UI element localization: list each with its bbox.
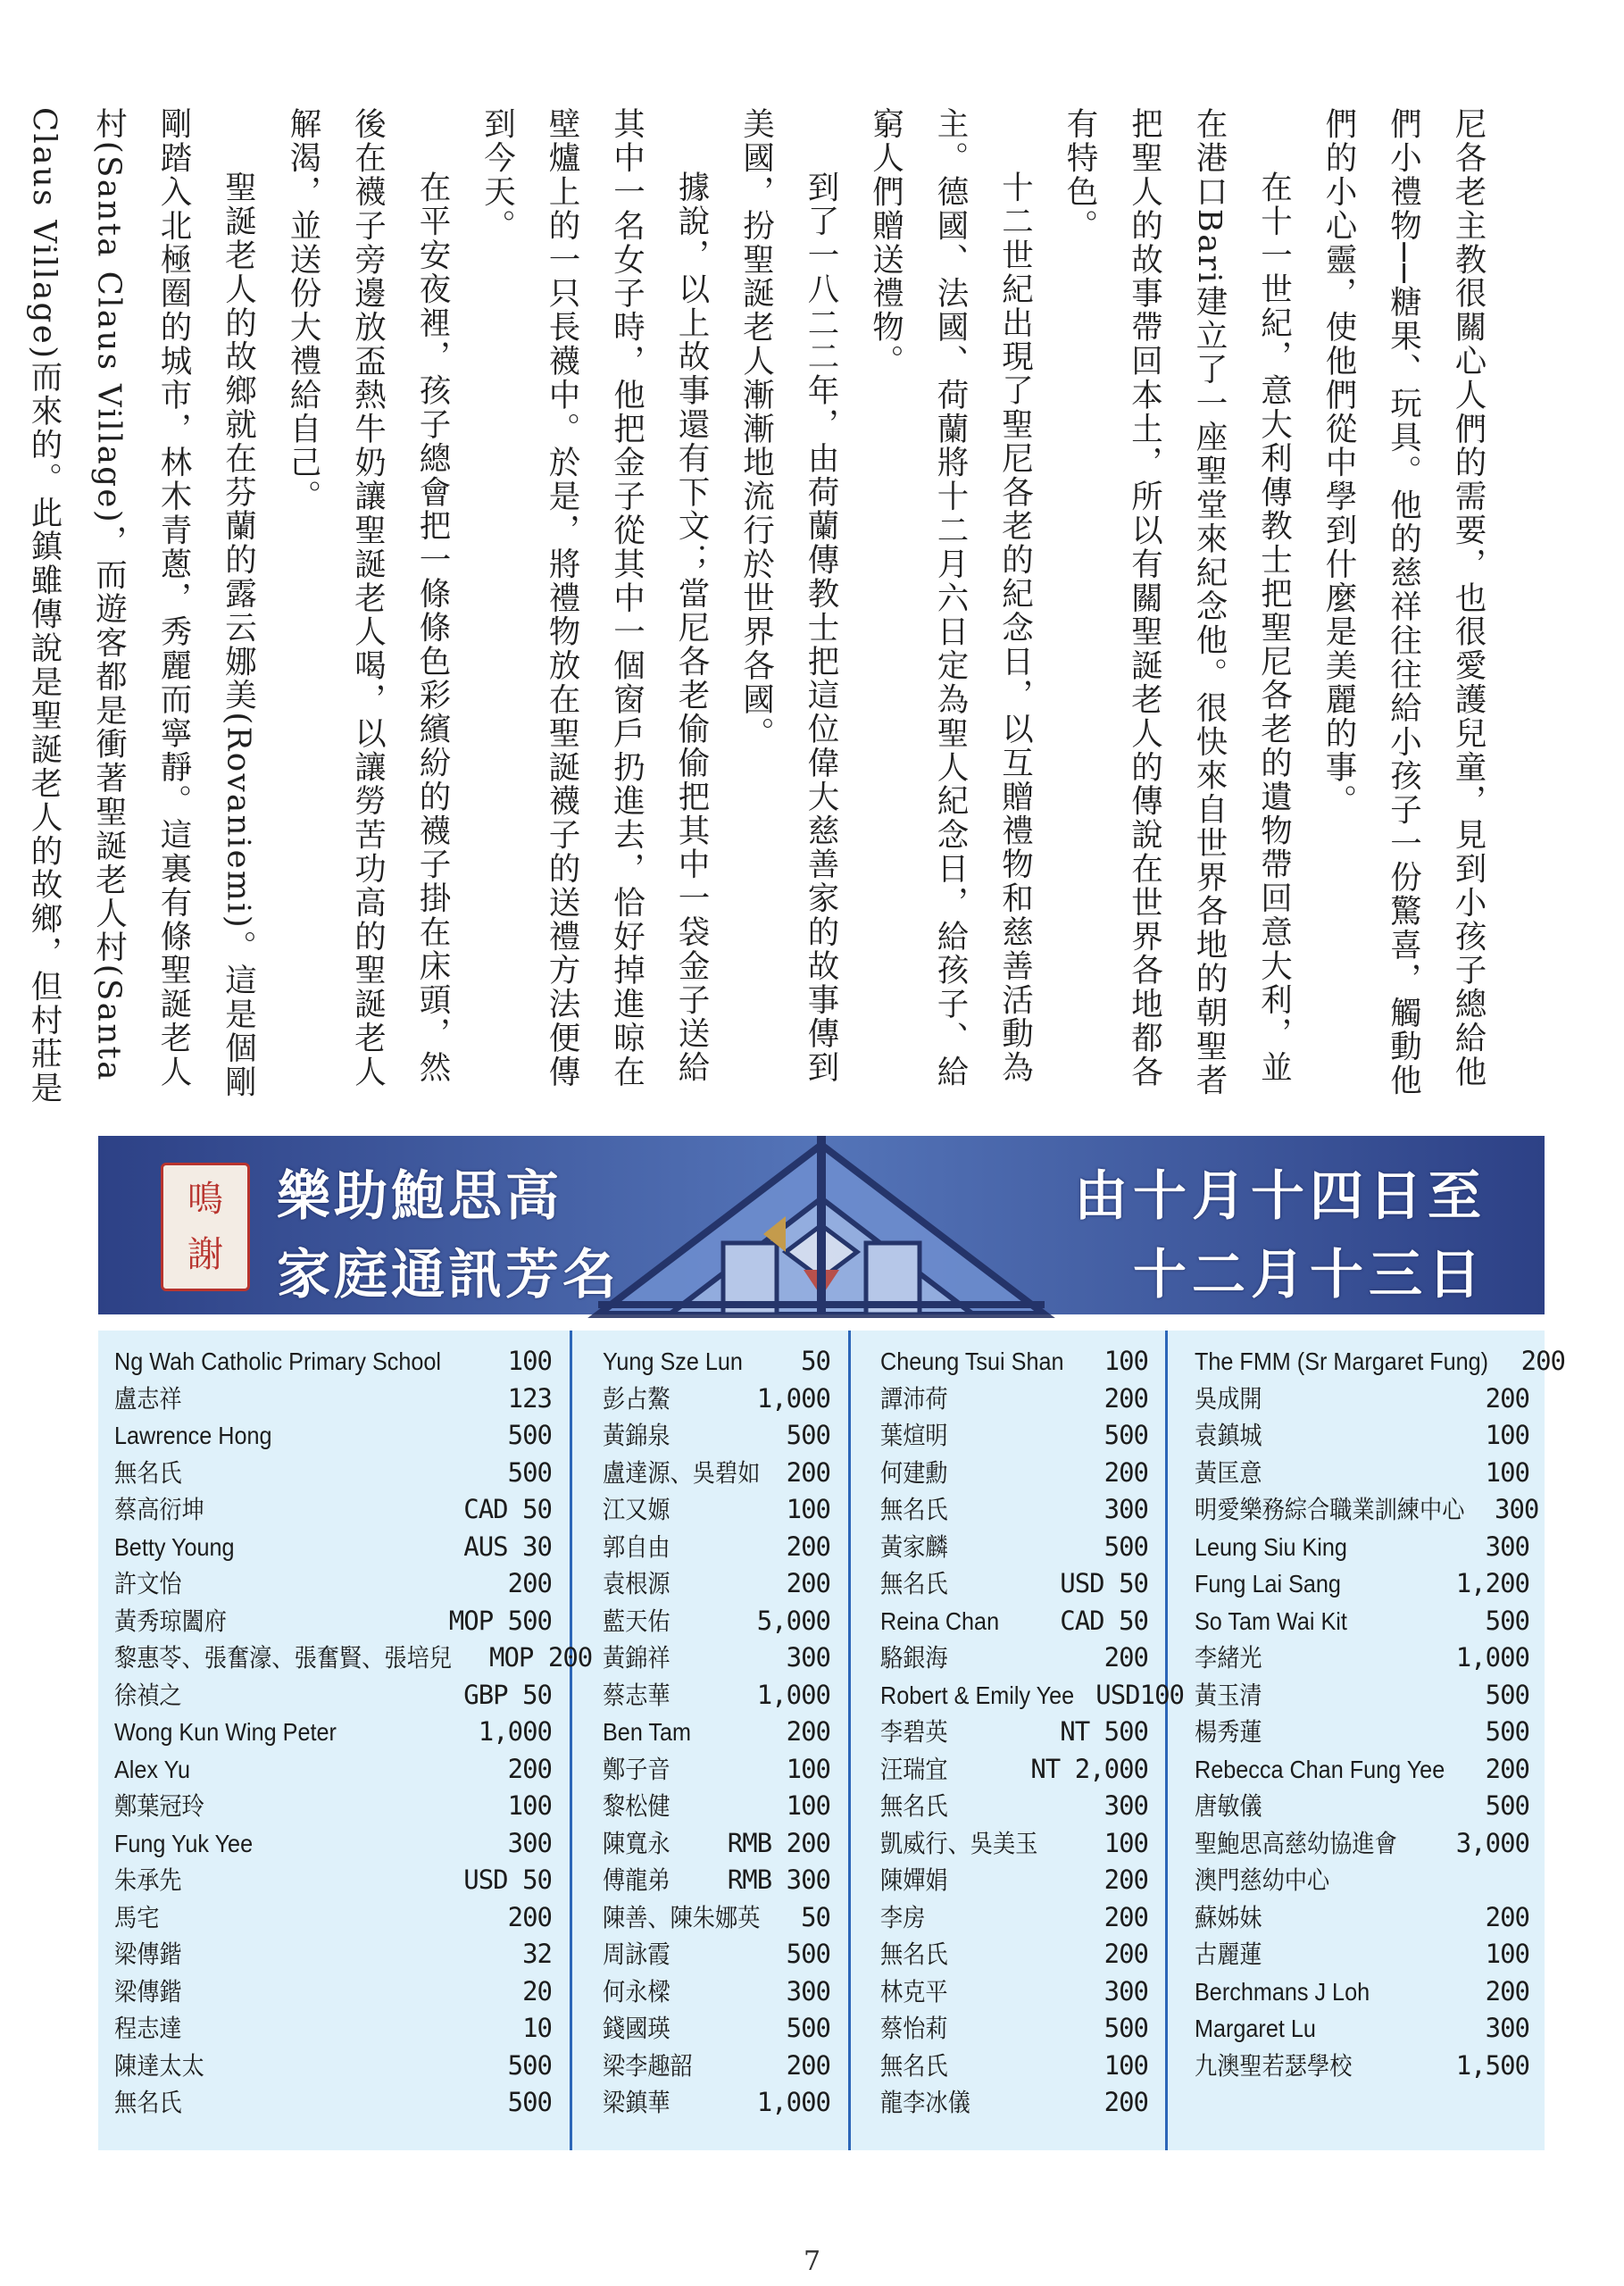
donor-row	[603, 1343, 830, 1381]
donor-row	[114, 1491, 552, 1529]
donor-name: 葉煊明	[880, 1422, 948, 1449]
donor-row	[1195, 1862, 1529, 1899]
donation-amount: 1,000	[756, 1679, 830, 1710]
donor-row	[880, 1565, 1148, 1603]
donation-amount: 123	[507, 1382, 552, 1414]
donation-amount: 200	[1103, 1901, 1148, 1932]
donor-column-2	[603, 1343, 830, 2122]
donor-name: 明愛樂務綜合職業訓練中心	[1195, 1496, 1465, 1523]
donation-amount: 32	[522, 1939, 552, 1969]
donor-row	[1195, 1899, 1529, 1937]
donor-name: Cheung Tsui Shan	[880, 1347, 1064, 1375]
donor-row	[114, 1417, 552, 1455]
donor-name: 傅龍弟	[603, 1866, 670, 1894]
donor-row	[603, 1529, 830, 1566]
donor-name: 黃錦泉	[603, 1422, 670, 1449]
donation-amount: 100	[1103, 1346, 1148, 1376]
donor-column-1	[114, 1343, 593, 2122]
donor-name: Margaret Lu	[1195, 2015, 1316, 2042]
donor-name: 九澳聖若瑟學校	[1195, 2051, 1353, 2080]
donor-name: Berchmans J Loh	[1195, 1977, 1370, 2006]
donation-amount: 300	[1495, 1494, 1539, 1524]
donor-row	[880, 1788, 1148, 1825]
donor-row	[603, 1677, 830, 1714]
donor-row	[114, 2010, 552, 2048]
donation-amount: NT 2,000	[1030, 1753, 1148, 1784]
donor-name: Ben Tam	[603, 1718, 691, 1746]
donation-amount: CAD 50	[463, 1494, 552, 1524]
donor-name: 李碧英	[880, 1718, 948, 1746]
donor-name: 梁李趣韶	[603, 2051, 693, 2080]
donation-amount: 200	[786, 1568, 830, 1598]
donor-row	[880, 1973, 1148, 2011]
donor-row	[114, 1862, 552, 1899]
donation-amount: 200	[1103, 1642, 1148, 1673]
donor-row	[114, 1381, 552, 1418]
donation-amount: 100	[1485, 1420, 1529, 1450]
donor-row	[114, 1603, 552, 1640]
article-paragraph: 在平安夜裡，孩子總會把一條條色彩繽紛的襪子掛在床頭，然後在襪子旁邊放盃熱牛奶讓聖誕老人喝，以讓勞苦功高的聖誕老人解渴，並送份大禮給自己。	[285, 107, 451, 1089]
donor-name: 盧志祥	[114, 1384, 182, 1413]
donation-amount: 300	[1485, 2013, 1529, 2043]
donor-name: 蔡怡莉	[880, 2015, 948, 2042]
donation-amount: 500	[1103, 1531, 1148, 1562]
donor-row	[114, 1788, 552, 1825]
donor-row	[603, 1936, 830, 1973]
donor-row	[603, 1565, 830, 1603]
donor-row	[114, 1973, 552, 2011]
donor-row	[880, 1639, 1148, 1677]
donor-name: 袁鎮城	[1195, 1422, 1262, 1449]
donor-name: 程志達	[114, 2015, 182, 2042]
donor-name: 無名氏	[880, 1570, 948, 1598]
donation-amount: 200	[786, 1716, 830, 1747]
donor-name: 黃玉清	[1195, 1681, 1262, 1709]
donor-name: 朱承先	[114, 1866, 182, 1894]
donor-column-4	[1195, 1343, 1566, 2084]
donation-amount: 1,200	[1455, 1568, 1529, 1598]
donor-row	[880, 1343, 1148, 1381]
donor-row	[114, 1714, 552, 1751]
donor-name: 陳嬋娟	[880, 1866, 948, 1894]
donor-row	[603, 1825, 830, 1863]
page-number: 7	[803, 2246, 821, 2277]
donor-name: Alex Yu	[114, 1755, 191, 1783]
donor-name: 古麗蓮	[1195, 1940, 1262, 1968]
donor-name: 黃錦祥	[603, 1644, 670, 1672]
donor-row	[1195, 1417, 1529, 1455]
donation-amount: RMB 200	[727, 1827, 830, 1858]
donor-name: 林克平	[880, 1977, 948, 2006]
donor-row	[880, 1491, 1148, 1529]
donation-amount: 500	[786, 2013, 830, 2043]
column-separator	[1165, 1331, 1168, 2150]
donor-name: Wong Kun Wing Peter	[114, 1718, 337, 1746]
donor-row	[1195, 1491, 1539, 1529]
donation-amount: 100	[507, 1790, 552, 1821]
donor-row	[1195, 1603, 1529, 1640]
seal-char-2: 謝	[187, 1234, 223, 1275]
banner-date-line1: 由十月十四日至	[1074, 1165, 1487, 1228]
donor-row	[1195, 1751, 1529, 1789]
donor-row	[880, 1899, 1148, 1937]
donation-amount: 500	[786, 1939, 830, 1969]
donation-amount: 200	[1485, 1901, 1529, 1932]
donor-name: 吳成開	[1195, 1384, 1262, 1413]
donation-amount: 200	[1103, 2087, 1148, 2117]
donor-name: Lawrence Hong	[114, 1422, 272, 1449]
donor-name: 黎惠苓、張奮濠、張奮賢、張培兒	[114, 1644, 453, 1672]
donor-name: 陳善、陳朱娜英	[603, 1903, 761, 1931]
donor-name: 楊秀蓮	[1195, 1718, 1262, 1746]
donor-row	[1195, 1529, 1529, 1566]
donor-name: 郭自由	[603, 1532, 670, 1561]
donation-amount: MOP 500	[448, 1605, 552, 1636]
donor-name: 藍天佑	[603, 1606, 670, 1635]
donor-row	[603, 1639, 830, 1677]
donor-name: 龍李冰儀	[880, 2089, 970, 2116]
donor-name: 錢國瑛	[603, 2015, 670, 2042]
donor-name: 彭占鰲	[603, 1384, 670, 1413]
donation-amount: 200	[786, 2049, 830, 2081]
donor-name: 凱威行、吳美玉	[880, 1829, 1038, 1857]
donor-name: 黃匡意	[1195, 1458, 1262, 1487]
donor-name: So Tam Wai Kit	[1195, 1606, 1347, 1635]
donor-row	[880, 2084, 1148, 2122]
donor-name: Yung Sze Lun	[603, 1347, 743, 1375]
donor-row	[603, 1714, 830, 1751]
donor-row	[603, 1862, 830, 1899]
donation-amount: 1,000	[478, 1716, 552, 1747]
donor-row	[114, 1751, 552, 1789]
donor-row	[603, 2084, 830, 2122]
donor-row	[1195, 2010, 1529, 2048]
donor-row	[880, 1529, 1148, 1566]
donor-row	[603, 2048, 830, 2085]
article-vertical-text	[26, 107, 1500, 1116]
donation-amount: 100	[786, 1494, 830, 1524]
donor-row	[114, 1343, 552, 1381]
donation-amount: 100	[1103, 1827, 1148, 1858]
donor-name: 汪瑞宜	[880, 1755, 948, 1783]
donation-amount: 200	[786, 1531, 830, 1562]
donor-name: 無名氏	[880, 1792, 948, 1820]
donation-amount: 200	[1103, 1456, 1148, 1488]
donor-row	[880, 1825, 1148, 1863]
article-paragraph: 尼各老主教很關心人們的需要，也很愛護兒童，見到小孩子總給他們小禮物──糖果、玩具。他的慈祥往往給小孩子一份驚喜，觸動他們的小心靈，使他們從中學到什麼是美麗的事。	[1320, 107, 1487, 1097]
donor-name: Betty Young	[114, 1532, 235, 1561]
donation-amount: 200	[1103, 1382, 1148, 1414]
donor-row	[114, 1825, 552, 1863]
donor-name: 黃秀琼闔府	[114, 1606, 228, 1635]
donor-name: Rebecca Chan Fung Yee	[1195, 1755, 1445, 1783]
donation-amount: 200	[1520, 1346, 1566, 1376]
donor-name: Fung Yuk Yee	[114, 1829, 254, 1857]
donation-amount: 300	[1485, 1531, 1529, 1562]
donor-name: 周詠霞	[603, 1940, 670, 1968]
banner-title-line1: 樂助鮑思高	[277, 1165, 562, 1228]
donor-name: 梁傳鍇	[114, 1940, 182, 1968]
banner-title-line2: 家庭通訊芳名	[277, 1244, 620, 1306]
article-paragraph: 到了一八二二年，由荷蘭傳教士把這位偉大慈善家的故事傳到美國，扮聖誕老人漸漸地流行於世界各國。	[737, 107, 839, 1085]
donor-row	[1195, 1343, 1566, 1381]
donation-amount: 10	[522, 2013, 552, 2043]
donation-amount: 3,000	[1455, 1827, 1529, 1858]
donor-name: 黃家麟	[880, 1532, 948, 1561]
donor-name: 無名氏	[114, 2089, 182, 2116]
donation-amount: 300	[507, 1827, 552, 1858]
donor-name: Fung Lai Sang	[1195, 1570, 1341, 1598]
donor-row	[603, 1788, 830, 1825]
donation-amount: MOP 200	[489, 1642, 593, 1673]
donation-amount: NT 500	[1060, 1716, 1148, 1747]
donor-name: Robert & Emily Yee	[880, 1681, 1075, 1709]
donor-name: 徐禎之	[114, 1681, 182, 1709]
article-paragraph: 聖誕老人的故鄉就在芬蘭的露云娜美(Rovaniemi)。這是個剛剛踏入北極圈的城市，林木青蔥，秀麗而寧靜。這裏有條聖誕老人村(Santa Claus Village)，而遊客都是衝著聖誕老人村(Santa Claus Village)而來的。此鎮雖傳說是聖誕老人的故鄉，但村莊是	[26, 107, 257, 1105]
donation-amount: 300	[1103, 1975, 1148, 2007]
donor-name: 無名氏	[880, 2051, 948, 2080]
donation-amount: 100	[786, 1753, 830, 1784]
donor-row	[603, 1417, 830, 1455]
donation-amount: 200	[1485, 1975, 1529, 2007]
donation-amount: 200	[1103, 1939, 1148, 1969]
donor-name: 梁鎮華	[603, 2089, 670, 2116]
donor-name: 澳門慈幼中心	[1195, 1866, 1330, 1894]
donation-amount: 500	[1485, 1790, 1529, 1821]
donation-amount: USD 50	[1060, 1568, 1148, 1598]
donation-amount: 200	[786, 1456, 830, 1488]
seal-stamp	[161, 1163, 250, 1291]
donor-name: 何永樑	[603, 1977, 670, 2006]
donor-row	[1195, 1973, 1529, 2011]
article-paragraph: 在十一世紀，意大利傳教士把聖尼各老的遺物帶回意大利，並在港口Bari建立了一座聖堂來紀念他。很快來自世界各地的朝聖者把聖人的故事帶回本土，所以有關聖誕老人的傳說在世界各地都各有特色。	[1062, 107, 1293, 1097]
donation-amount: RMB 300	[727, 1865, 830, 1895]
donor-row	[1195, 1825, 1529, 1863]
donor-row	[1195, 1381, 1529, 1418]
donation-amount: USD 50	[463, 1865, 552, 1895]
donation-amount: CAD 50	[1060, 1605, 1148, 1636]
donor-name: The FMM (Sr Margaret Fung)	[1195, 1347, 1489, 1375]
donation-amount: 100	[1485, 1939, 1529, 1969]
donation-amount: 200	[1485, 1382, 1529, 1414]
donation-amount: GBP 50	[463, 1679, 552, 1710]
donor-name: 無名氏	[880, 1496, 948, 1523]
donor-name: 盧達源、吳碧如	[603, 1458, 761, 1487]
donor-row	[880, 1603, 1148, 1640]
donation-amount: 200	[507, 1568, 552, 1598]
donor-name: 李房	[880, 1903, 926, 1931]
donation-amount: 500	[1485, 1716, 1529, 1747]
donor-name: 陳達太太	[114, 2051, 204, 2080]
donor-name: 唐敏儀	[1195, 1792, 1262, 1820]
donation-amount: 100	[1485, 1456, 1529, 1488]
donor-row	[603, 1899, 830, 1937]
donor-row	[1195, 2048, 1529, 2085]
donation-amount: 5,000	[756, 1605, 830, 1636]
donation-amount: 50	[801, 1346, 830, 1376]
donation-amount: 200	[507, 1901, 552, 1932]
donor-row	[114, 1529, 552, 1566]
donor-row	[880, 2010, 1148, 2048]
donation-amount: 300	[1103, 1790, 1148, 1821]
donation-amount: 20	[522, 1975, 552, 2007]
donor-name: 無名氏	[880, 1940, 948, 1968]
donation-amount: 500	[507, 2049, 552, 2081]
donation-amount: 200	[1103, 1865, 1148, 1895]
donor-name: Leung Siu King	[1195, 1532, 1347, 1561]
donor-name: 梁傳鍇	[114, 1977, 182, 2006]
donation-amount: 500	[1103, 1420, 1148, 1450]
article-paragraph: 據說，以上故事還有下文；當尼各老偷偷把其中一袋金子送給其中一名女子時，他把金子從其中一個窗戶扔進去，恰好掉進晾在壁爐上的一只長襪中。於是，將禮物放在聖誕襪子的送禮方法便傳到今天。	[479, 107, 710, 1089]
donor-row	[880, 1714, 1148, 1751]
donor-row	[114, 1639, 593, 1677]
donation-amount: 200	[507, 1753, 552, 1784]
donor-row	[880, 1677, 1185, 1714]
donor-name: 許文怡	[114, 1570, 182, 1598]
donation-amount: 100	[507, 1346, 552, 1376]
donor-row	[1195, 1936, 1529, 1973]
donation-amount: 300	[1103, 1494, 1148, 1524]
donor-row	[603, 1491, 830, 1529]
donor-banner	[98, 1136, 1545, 1314]
donor-row	[114, 1899, 552, 1937]
donor-row	[603, 2010, 830, 2048]
donation-amount: 100	[786, 1790, 830, 1821]
donation-amount: 500	[1485, 1605, 1529, 1636]
donation-amount: 500	[507, 1456, 552, 1488]
donor-name: 譚沛荷	[880, 1384, 948, 1413]
donor-row	[880, 1455, 1148, 1492]
donor-list	[98, 1331, 1566, 2150]
donor-row	[880, 1751, 1148, 1789]
donor-name: 鄭子音	[603, 1755, 670, 1783]
donation-amount: 500	[1103, 2013, 1148, 2043]
donor-name: 何建勳	[880, 1458, 948, 1487]
donor-name: 蔡高衍坤	[114, 1496, 204, 1523]
donor-name: 蘇姊妹	[1195, 1903, 1262, 1931]
column-separator	[570, 1331, 572, 2150]
donation-amount: 500	[786, 1420, 830, 1450]
donor-row	[603, 1751, 830, 1789]
donor-row	[1195, 1565, 1529, 1603]
donor-row	[880, 2048, 1148, 2085]
donor-name: 袁根源	[603, 1570, 670, 1598]
donor-name: 蔡志華	[603, 1681, 670, 1709]
donor-column-3	[880, 1343, 1185, 2122]
donor-row	[603, 1455, 830, 1492]
donation-amount: 1,000	[756, 1382, 830, 1414]
donor-row	[114, 1677, 552, 1714]
donor-name: 江又嫄	[603, 1496, 670, 1523]
donor-row	[603, 1973, 830, 2011]
donation-amount: 1,000	[756, 2087, 830, 2117]
banner-date-line2: 十二月十三日	[1133, 1244, 1487, 1306]
donation-amount: 200	[1485, 1753, 1529, 1784]
donor-name: 駱銀海	[880, 1644, 948, 1672]
donor-row	[603, 1381, 830, 1418]
donor-name: 黎松健	[603, 1792, 670, 1820]
donor-name: 李緒光	[1195, 1644, 1262, 1672]
donor-row	[114, 2048, 552, 2085]
donor-row	[1195, 1639, 1529, 1677]
donation-amount: 300	[786, 1975, 830, 2007]
donor-row	[114, 1565, 552, 1603]
donation-amount: 1,000	[1455, 1642, 1529, 1673]
donor-row	[114, 1936, 552, 1973]
donor-name: 鄭葉冠玲	[114, 1792, 204, 1820]
donor-row	[1195, 1788, 1529, 1825]
donor-row	[603, 1603, 830, 1640]
donor-row	[880, 1936, 1148, 1973]
donor-row	[1195, 1455, 1529, 1492]
seal-char-1: 鳴	[187, 1179, 223, 1220]
article-paragraph: 十二世紀出現了聖尼各老的紀念日，以互贈禮物和慈善活動為主。德國、法國、荷蘭將十二月六日定為聖人紀念日，給孩子、給窮人們贈送禮物。	[867, 107, 1034, 1089]
donation-amount: AUS 30	[463, 1531, 552, 1562]
donation-amount: 1,500	[1455, 2049, 1529, 2081]
donor-name: 聖鮑思高慈幼協進會	[1195, 1829, 1397, 1857]
column-separator	[848, 1331, 851, 2150]
donation-amount: 500	[507, 1420, 552, 1450]
donation-amount: 300	[786, 1642, 830, 1673]
donor-row	[1195, 1677, 1529, 1714]
donor-name: Ng Wah Catholic Primary School	[114, 1347, 441, 1375]
donation-amount: USD100	[1095, 1679, 1185, 1710]
donor-row	[114, 1455, 552, 1492]
donation-amount: 50	[801, 1901, 830, 1932]
donor-row	[880, 1417, 1148, 1455]
donor-row	[880, 1381, 1148, 1418]
donation-amount: 500	[507, 2087, 552, 2117]
donor-row	[1195, 1714, 1529, 1751]
donation-amount: 100	[1103, 2049, 1148, 2081]
donor-row	[114, 2084, 552, 2122]
donor-row	[880, 1862, 1148, 1899]
donor-name: 陳寬永	[603, 1829, 670, 1857]
donor-name: 馬宅	[114, 1903, 160, 1931]
donor-name: 無名氏	[114, 1458, 182, 1487]
donation-amount: 500	[1485, 1679, 1529, 1710]
donor-name: Reina Chan	[880, 1606, 1000, 1635]
